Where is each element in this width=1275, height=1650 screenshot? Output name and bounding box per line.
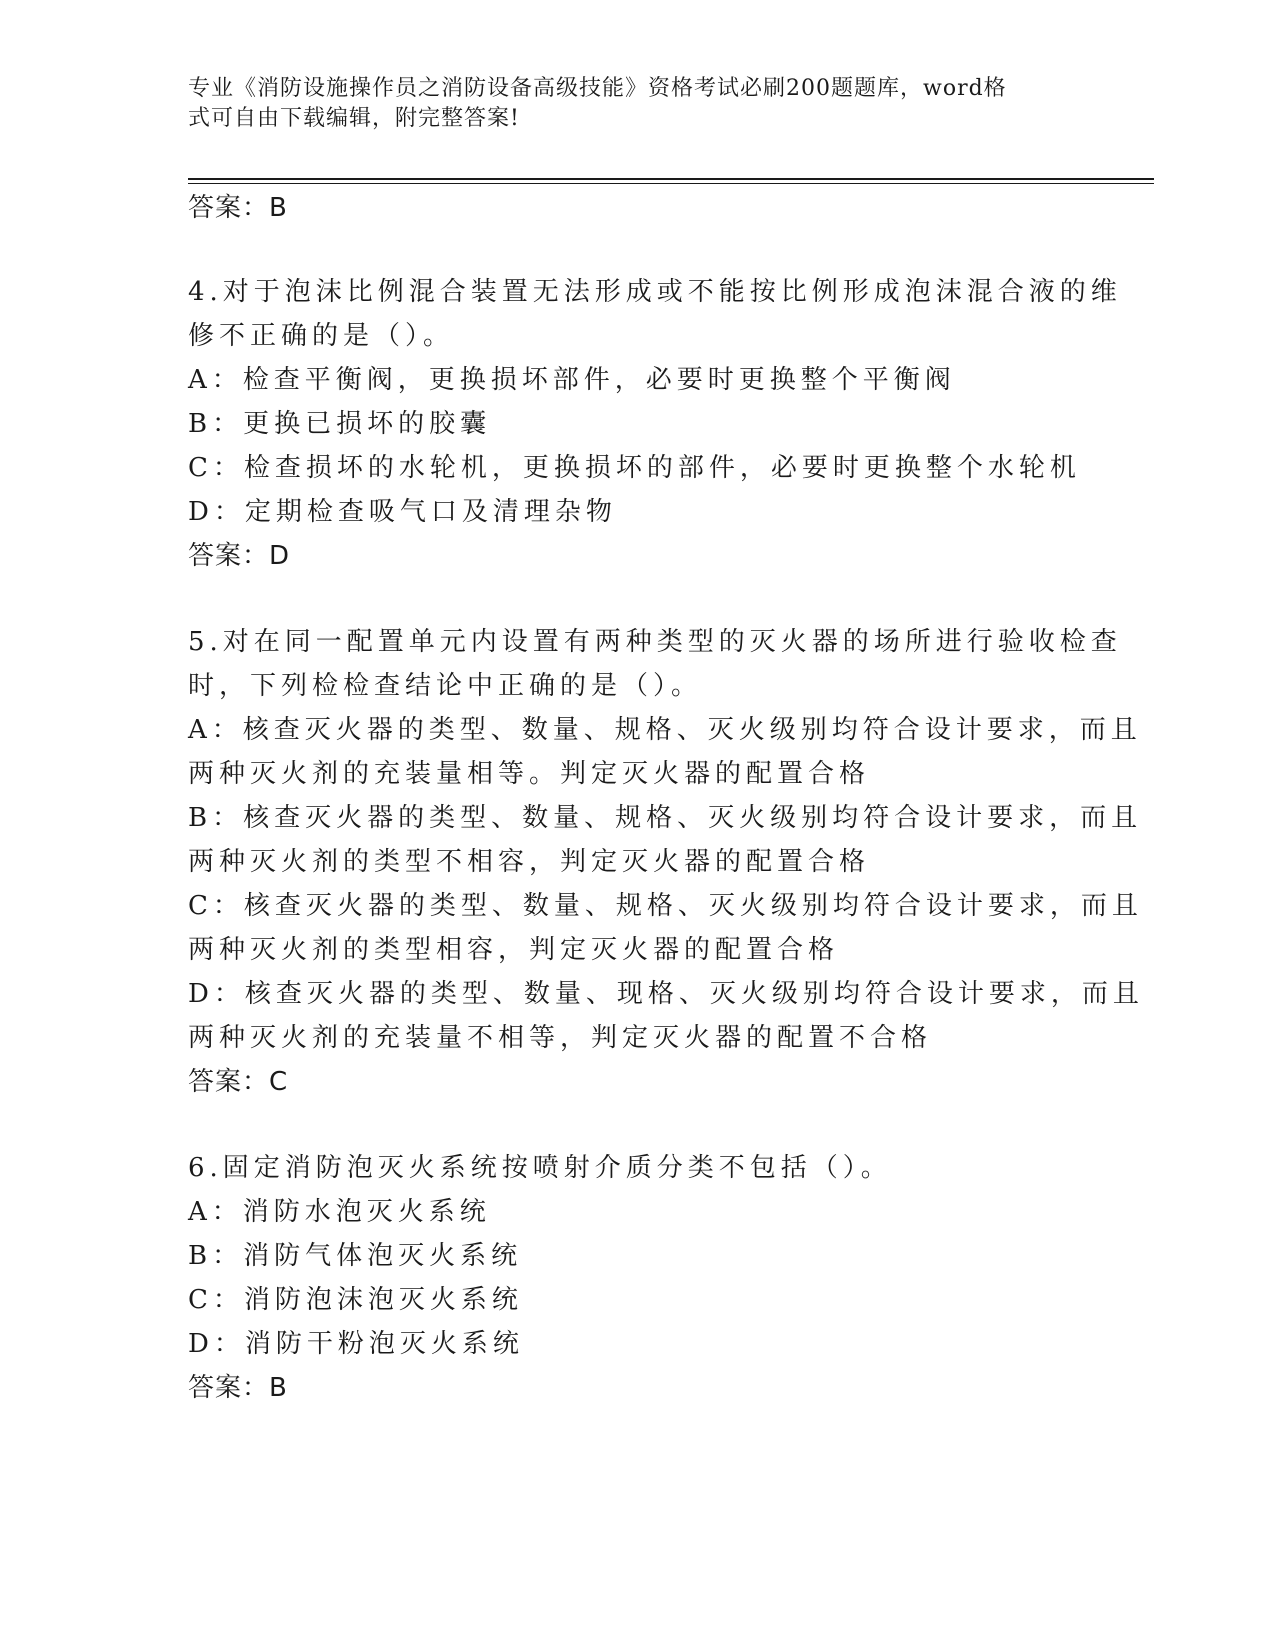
q5-option-a-line-2: 两种灭火剂的充装量相等。判定灭火器的配置合格 [188, 759, 871, 789]
q4-answer: 答案：D [188, 541, 291, 571]
q4-stem-line-2: 修不正确的是（）。 [188, 321, 455, 351]
q5-option-c-line-2: 两种灭火剂的类型相容，判定灭火器的配置合格 [188, 935, 840, 965]
q3-answer: 答案：B [188, 193, 288, 223]
q6-option-b: B：消防气体泡灭火系统 [188, 1241, 523, 1271]
page-header [188, 74, 1068, 134]
header-divider-thick [188, 178, 1154, 180]
header-divider-thin [188, 183, 1154, 184]
q6-option-d: D：消防干粉泡灭火系统 [188, 1329, 524, 1359]
q4-option-c: C：检查损坏的水轮机，更换损坏的部件，必要时更换整个水轮机 [188, 453, 1081, 483]
q4-option-d: D：定期检查吸气口及清理杂物 [188, 497, 617, 527]
q5-answer: 答案：C [188, 1067, 289, 1097]
q5-stem-line-1: 5.对在同一配置单元内设置有两种类型的灭火器的场所进行验收检查 [188, 627, 1122, 657]
q5-option-d-line-2: 两种灭火剂的充装量不相等，判定灭火器的配置不合格 [188, 1023, 933, 1053]
header-line-2: 式可自由下载编辑，附完整答案! [188, 106, 520, 131]
q4-stem-line-1: 4.对于泡沫比例混合装置无法形成或不能按比例形成泡沫混合液的维 [188, 277, 1122, 307]
q5-option-a-line-1: A：核查灭火器的类型、数量、规格、灭火级别均符合设计要求，而且 [188, 715, 1142, 745]
q5-option-c-line-1: C：核查灭火器的类型、数量、规格、灭火级别均符合设计要求，而且 [188, 891, 1143, 921]
q6-answer: 答案：B [188, 1373, 288, 1403]
q5-option-b-line-1: B：核查灭火器的类型、数量、规格、灭火级别均符合设计要求，而且 [188, 803, 1143, 833]
q6-option-a: A：消防水泡灭火系统 [188, 1197, 491, 1227]
q6-option-c: C：消防泡沫泡灭火系统 [188, 1285, 523, 1315]
q6-stem-line-1: 6.固定消防泡灭火系统按喷射介质分类不包括（）。 [188, 1153, 892, 1183]
q4-option-b: B：更换已损坏的胶囊 [188, 409, 492, 439]
q5-option-d-line-1: D：核查灭火器的类型、数量、现格、灭火级别均符合设计要求，而且 [188, 979, 1144, 1009]
q5-option-b-line-2: 两种灭火剂的类型不相容，判定灭火器的配置合格 [188, 847, 871, 877]
header-line-1: 专业《消防设施操作员之消防设备高级技能》资格考试必刷200题题库，word格 [188, 76, 1007, 101]
q4-option-a: A：检查平衡阀，更换损坏部件，必要时更换整个平衡阀 [188, 365, 956, 395]
q5-stem-line-2: 时，下列检检查结论中正确的是（）。 [188, 671, 703, 701]
